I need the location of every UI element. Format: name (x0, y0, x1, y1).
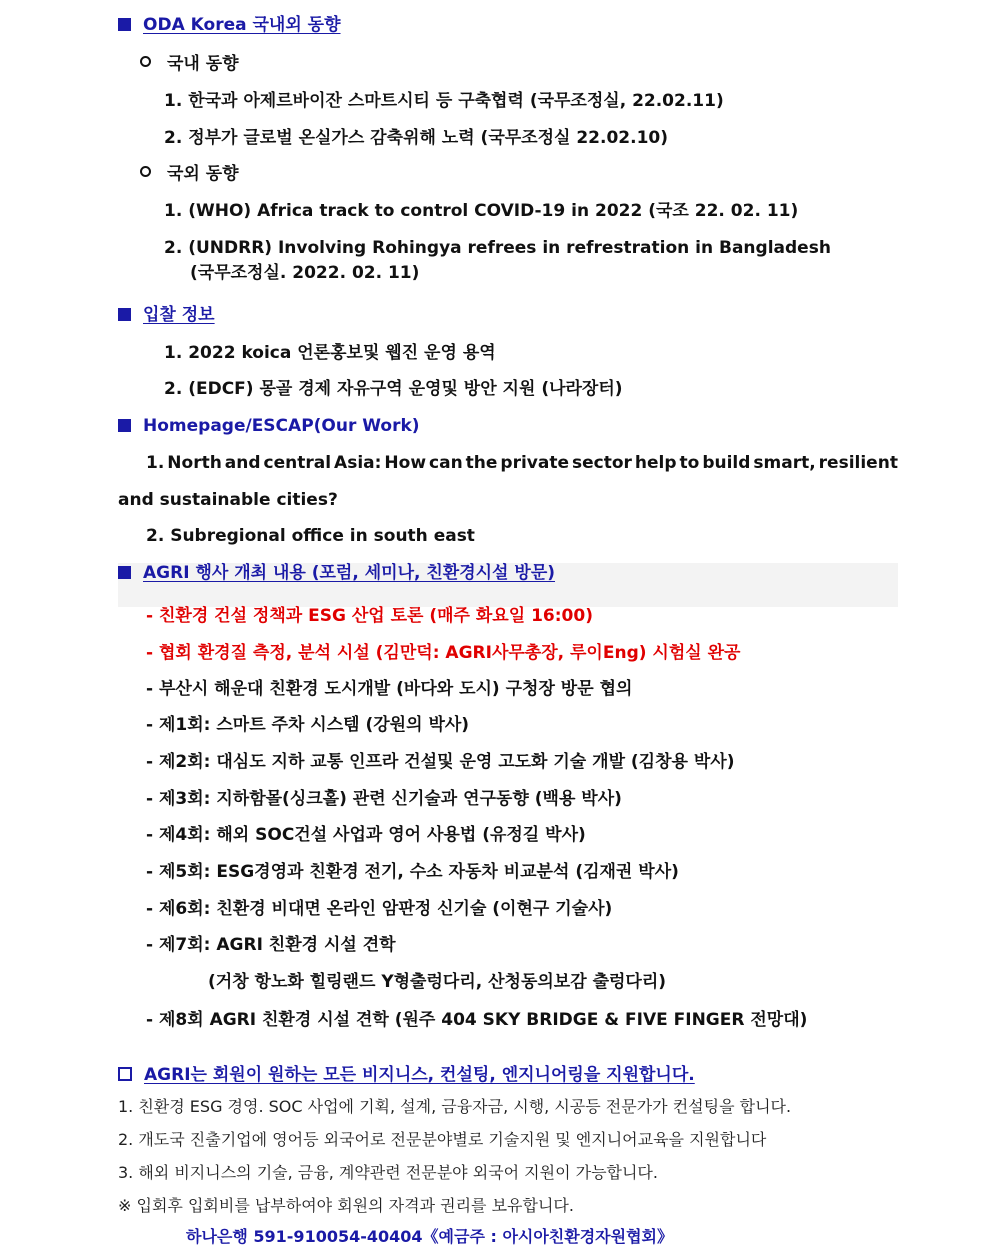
foreign-item-1: 1. (WHO) Africa track to control COVID-19 in 2022 (국조 22. 02. 11) (164, 201, 799, 221)
escap-item-1-word: resilient (818, 453, 898, 473)
hollow-square-bullet-icon (118, 1067, 132, 1081)
escap-item-1-word: the (465, 453, 498, 473)
agri-item: - 제1회: 스마트 주차 시스템 (강원의 박사) (146, 715, 470, 735)
domestic-item-1: 1. 한국과 아제르바이잔 스마트시티 등 구축협력 (국무조정실, 22.02.11) (164, 91, 724, 111)
escap-heading: Homepage/ESCAP(Our Work) (118, 415, 420, 437)
support-item-3: 3. 해외 비지니스의 기술, 금융, 계약관련 전문분야 외국어 지원이 가능합니다. (118, 1163, 658, 1182)
agri-red-item-1: - 친환경 건설 정책과 ESG 산업 토론 (매주 화요일 16:00) (146, 606, 593, 626)
circle-bullet-icon (140, 56, 151, 67)
agri-item: - 제7회: AGRI 친환경 시설 견학 (146, 935, 396, 955)
bid-heading: 입찰 정보 (118, 304, 215, 326)
agri-item: - 제5회: ESG경영과 친환경 전기, 수소 자동차 비교분석 (김재권 박사) (146, 862, 679, 882)
foreign-item-2-cont: (국무조정실. 2022. 02. 11) (190, 263, 420, 283)
agri-item: - 제4회: 해외 SOC건설 사업과 영어 사용법 (유정길 박사) (146, 825, 586, 845)
membership-note: ※ 입회후 입회비를 납부하여야 회원의 자격과 권리를 보유합니다. (118, 1196, 574, 1215)
agri-item: - 부산시 해운대 친환경 도시개발 (바다와 도시) 구청장 방문 협의 (146, 679, 633, 699)
escap-item-1-word: sector (571, 453, 632, 473)
square-bullet-icon (118, 566, 131, 579)
escap-item-1-word: help (634, 453, 677, 473)
circle-bullet-icon (140, 166, 151, 177)
escap-item-1-word: private (500, 453, 569, 473)
escap-item-1-cont: and sustainable cities? (118, 490, 338, 510)
escap-item-1-word: central (263, 453, 332, 473)
agri-item-8: - 제8회 AGRI 친환경 시설 견학 (원주 404 SKY BRIDGE & FIVE FINGER 전망대) (146, 1010, 808, 1030)
escap-item-1-word: and (224, 453, 261, 473)
agri-red-item-2: - 협회 환경질 측정, 분석 시설 (김만덕: AGRI사무총장, 루이Eng) 시험실 완공 (146, 643, 741, 663)
domestic-subheading: 국내 동향 (140, 53, 239, 75)
agri-item: - 제6회: 친환경 비대면 온라인 암판정 신기술 (이현구 기술사) (146, 899, 613, 919)
escap-item-1-word: North (167, 453, 222, 473)
foreign-subheading: 국외 동향 (140, 163, 239, 185)
agri-heading: AGRI 행사 개최 내용 (포럼, 세미나, 친환경시설 방문) (118, 562, 555, 584)
bid-item-1: 1. 2022 koica 언론홍보및 웹진 운영 용역 (164, 343, 496, 363)
foreign-item-2: 2. (UNDRR) Involving Rohingya refrees in refrestration in Bangladesh (164, 238, 831, 258)
square-bullet-icon (118, 419, 131, 432)
escap-item-1-word: can (429, 453, 463, 473)
support-item-1: 1. 친환경 ESG 경영. SOC 사업에 기획, 설계, 금융자금, 시행, 시공등 전문가가 컨설팅을 합니다. (118, 1097, 792, 1116)
agri-item-7-cont: (거창 항노화 힐링랜드 Y형출렁다리, 산청동의보감 출렁다리) (208, 972, 667, 992)
oda-heading: ODA Korea 국내외 동향 (118, 14, 341, 36)
escap-item-1-word: to (679, 453, 700, 473)
support-item-2: 2. 개도국 진출기업에 영어등 외국어로 전문분야별로 기술지원 및 엔지니어교육을 지원합니다 (118, 1130, 767, 1149)
support-heading: AGRI는 회원이 원하는 모든 비지니스, 컨설팅, 엔지니어링을 지원합니다. (118, 1064, 695, 1086)
escap-item-1-word: Asia: (334, 453, 382, 473)
square-bullet-icon (118, 308, 131, 321)
bank-account: 하나은행 591-910054-40404《예금주 : 아시아친환경자원협회》 (186, 1227, 674, 1246)
escap-item-1-word: smart, (753, 453, 816, 473)
agri-item: - 제2회: 대심도 지하 교통 인프라 건설및 운영 고도화 기술 개발 (김창용 박사) (146, 752, 735, 772)
escap-item-1 (146, 452, 898, 474)
bid-item-2: 2. (EDCF) 몽골 경제 자유구역 운영및 방안 지원 (나라장터) (164, 379, 623, 399)
agri-item: - 제3회: 지하함몰(싱크홀) 관련 신기술과 연구동향 (백용 박사) (146, 789, 622, 809)
escap-item-2: 2. Subregional office in south east (146, 526, 475, 546)
escap-item-1-word: build (702, 453, 751, 473)
escap-item-1-word: 1. (146, 453, 165, 473)
square-bullet-icon (118, 18, 131, 31)
domestic-item-2: 2. 정부가 글로벌 온실가스 감축위해 노력 (국무조정실 22.02.10) (164, 128, 669, 148)
escap-item-1-word: How (384, 453, 427, 473)
